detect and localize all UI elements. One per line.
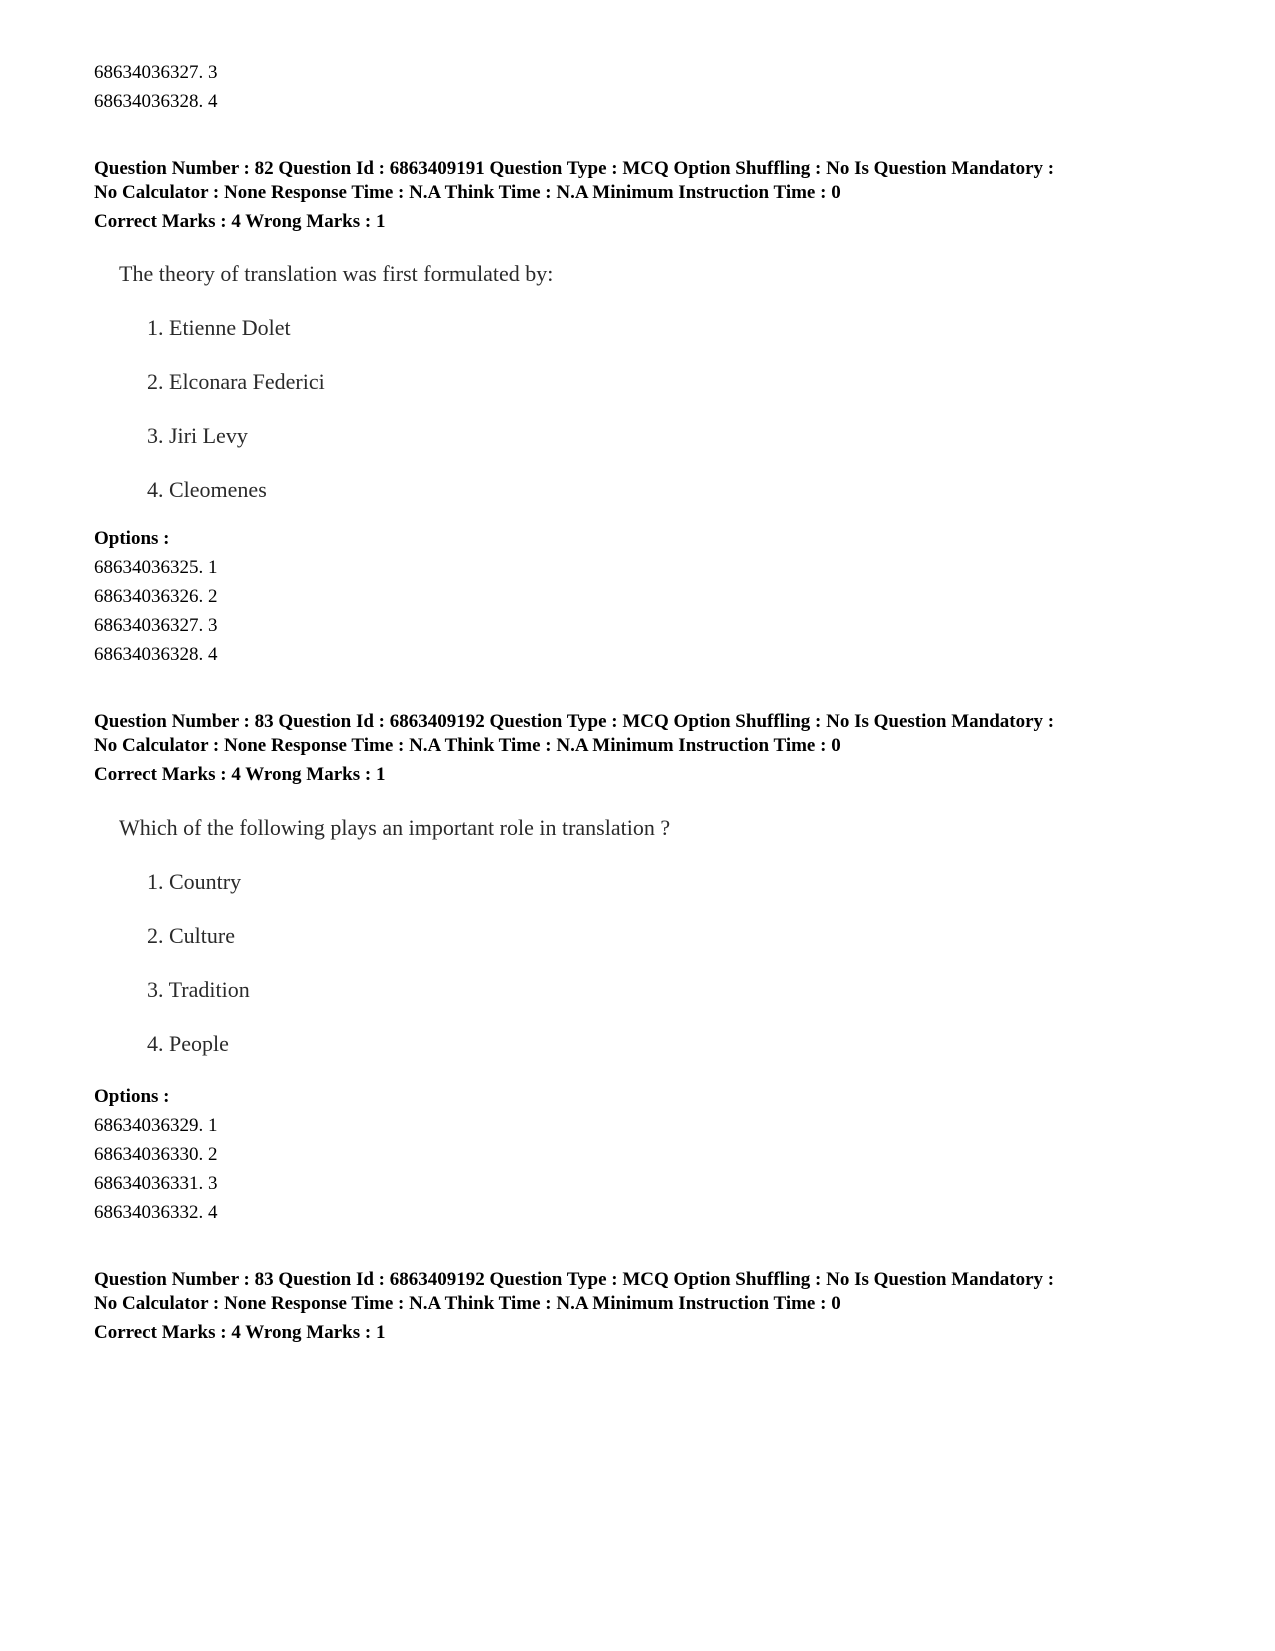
- option-line: 68634036327. 3: [94, 615, 218, 636]
- option-line: 68634036329. 1: [94, 1115, 218, 1136]
- answer-choice: 1. Country: [147, 869, 242, 894]
- question-marks: Correct Marks : 4 Wrong Marks : 1: [94, 211, 386, 232]
- question-image: [94, 810, 794, 1060]
- question-text: The theory of translation was first formulated by:: [119, 261, 554, 286]
- options-label: Options :: [94, 1086, 170, 1107]
- option-line: 68634036327. 3: [94, 62, 218, 83]
- option-line: 68634036326. 2: [94, 586, 218, 607]
- answer-choice: 2. Culture: [147, 923, 235, 948]
- option-line: 68634036332. 4: [94, 1202, 218, 1223]
- question-header-line2: No Calculator : None Response Time : N.A Think Time : N.A Minimum Instruction Time : 0: [94, 182, 841, 203]
- question-marks: Correct Marks : 4 Wrong Marks : 1: [94, 1322, 386, 1343]
- question-image: [94, 256, 794, 506]
- answer-choice: 3. Tradition: [147, 977, 250, 1002]
- option-line: 68634036328. 4: [94, 91, 218, 112]
- question-header-line1: Question Number : 83 Question Id : 6863409192 Question Type : MCQ Option Shuffling : No Is Question Mandatory :: [94, 1269, 1055, 1290]
- option-line: 68634036330. 2: [94, 1144, 218, 1165]
- option-line: 68634036328. 4: [94, 644, 218, 665]
- question-header-line2: No Calculator : None Response Time : N.A Think Time : N.A Minimum Instruction Time : 0: [94, 1293, 841, 1314]
- option-line: 68634036331. 3: [94, 1173, 218, 1194]
- answer-choice: 4. Cleomenes: [147, 477, 267, 502]
- option-line: 68634036325. 1: [94, 557, 218, 578]
- options-label: Options :: [94, 528, 170, 549]
- answer-choice: 2. Elconara Federici: [147, 369, 325, 394]
- question-header-line2: No Calculator : None Response Time : N.A Think Time : N.A Minimum Instruction Time : 0: [94, 735, 841, 756]
- question-marks: Correct Marks : 4 Wrong Marks : 1: [94, 764, 386, 785]
- answer-choice: 1. Etienne Dolet: [147, 315, 291, 340]
- question-header-line1: Question Number : 82 Question Id : 6863409191 Question Type : MCQ Option Shuffling : No Is Question Mandatory :: [94, 158, 1055, 179]
- answer-choice: 3. Jiri Levy: [147, 423, 248, 448]
- question-text: Which of the following plays an important role in translation ?: [119, 815, 671, 840]
- answer-choice: 4. People: [147, 1031, 229, 1056]
- question-header-line1: Question Number : 83 Question Id : 6863409192 Question Type : MCQ Option Shuffling : No Is Question Mandatory :: [94, 711, 1055, 732]
